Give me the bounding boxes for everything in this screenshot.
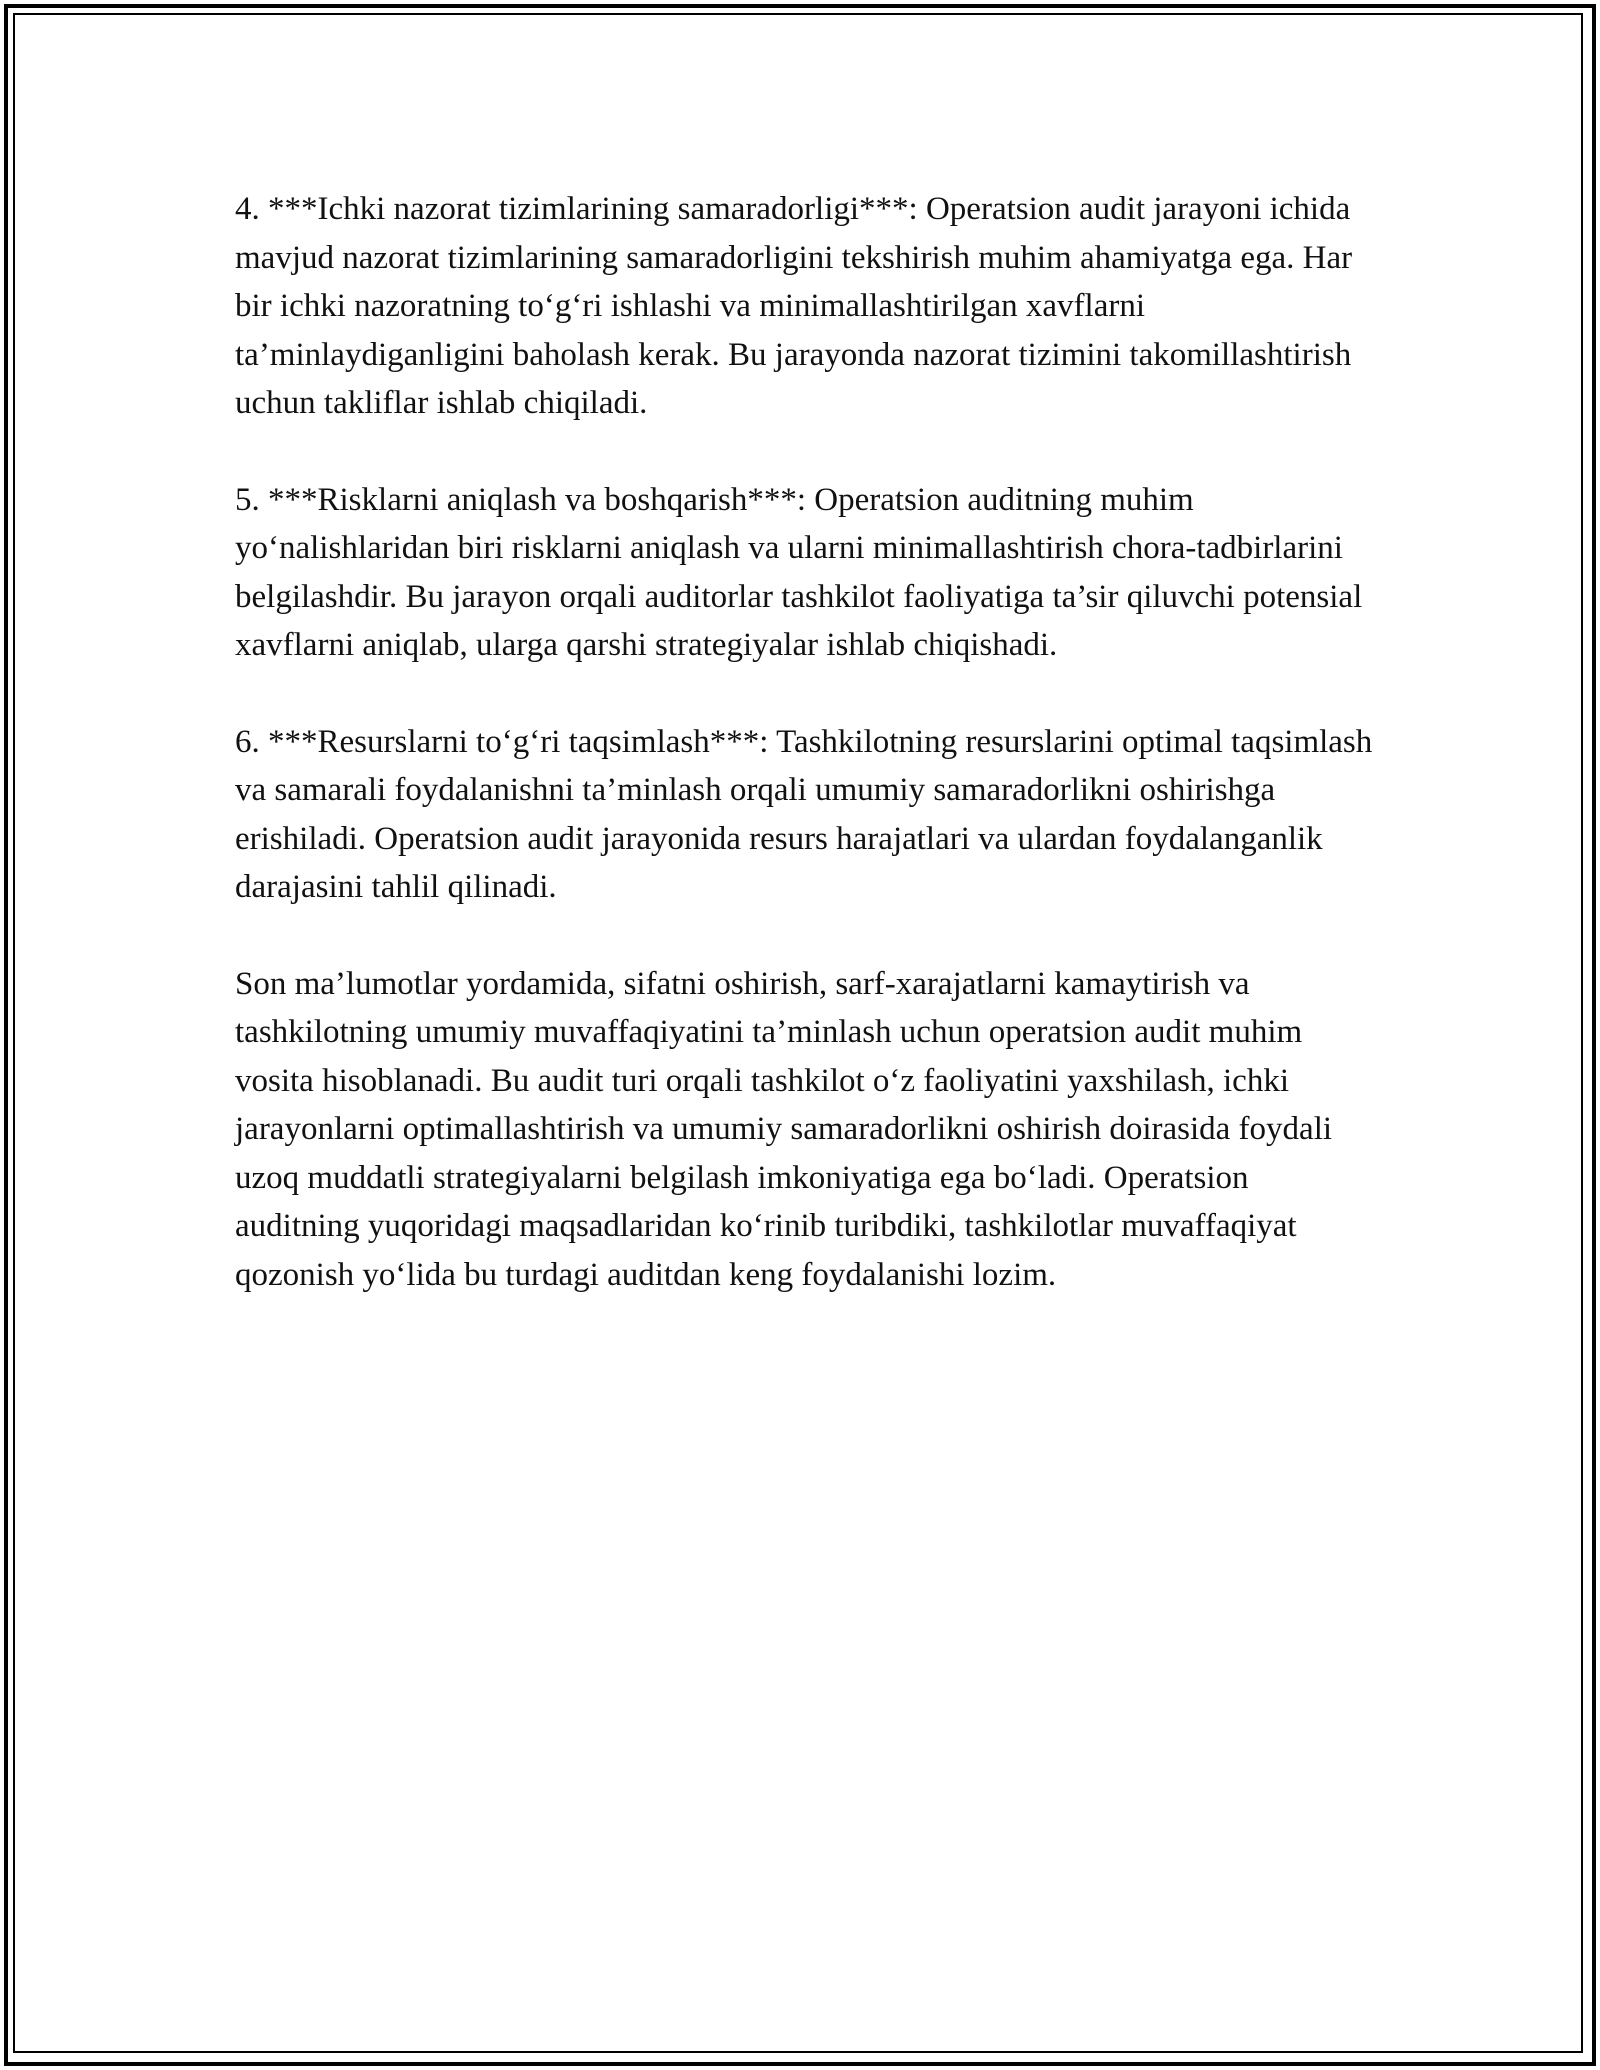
paragraph-conclusion: Son ma’lumotlar yordamida, sifatni oshirish, sarf-xarajatlarni kamaytirish va tashkilotning umumiy muvaffaqiyatini ta’minlash uchun operatsion audit muhim vosita hisoblanadi. Bu audit turi orqali tashkilot o‘z faoliyatini yaxshilash, ichki jarayonlarni optimallashtirish va umumiy samaradorlikni oshirish doirasida foydali uzoq muddatli strategiyalarni belgilash imkoniyatiga ega bo‘ladi. Operatsion auditning yuqoridagi maqsadlaridan ko‘rinib turibdiki, tashkilotlar muvaffaqiyat qozonish yo‘lida bu turdagi auditdan keng foydalanishi lozim. <box>235 965 1333 1293</box>
document-body <box>235 185 1375 1347</box>
paragraph-risk-identification: 5. ***Risklarni aniqlash va boshqarish***: Operatsion auditning muhim yo‘nalishlaridan biri risklarni aniqlash va ularni minimallashtirish chora-tadbirlarini belgilashdir. Bu jarayon orqali auditorlar tashkilot faoliyatiga ta’sir qiluvchi potensial xavflarni aniqlab, ularga qarshi strategiyalar ishlab chiqishadi. <box>235 481 1363 663</box>
paragraph-internal-control-effectiveness: 4. ***Ichki nazorat tizimlarining samaradorligi***: Operatsion audit jarayoni ichida mavjud nazorat tizimlarining samaradorligini tekshirish muhim ahamiyatga ega. Har bir ichki nazoratning to‘g‘ri ishlashi va minimallashtirilgan xavflarni ta’minlaydiganligini baholash kerak. Bu jarayonda nazorat tizimini takomillashtirish uchun takliflar ishlab chiqiladi. <box>235 191 1353 421</box>
paragraph-resource-allocation: 6. ***Resurslarni to‘g‘ri taqsimlash***: Tashkilotning resurslarini optimal taqsimlash va samarali foydalanishni ta’minlash orqali umumiy samaradorlikni oshirishga erishiladi. Operatsion audit jarayonida resurs harajatlari va ulardan foydalanganlik darajasini tahlil qilinadi. <box>235 723 1373 905</box>
